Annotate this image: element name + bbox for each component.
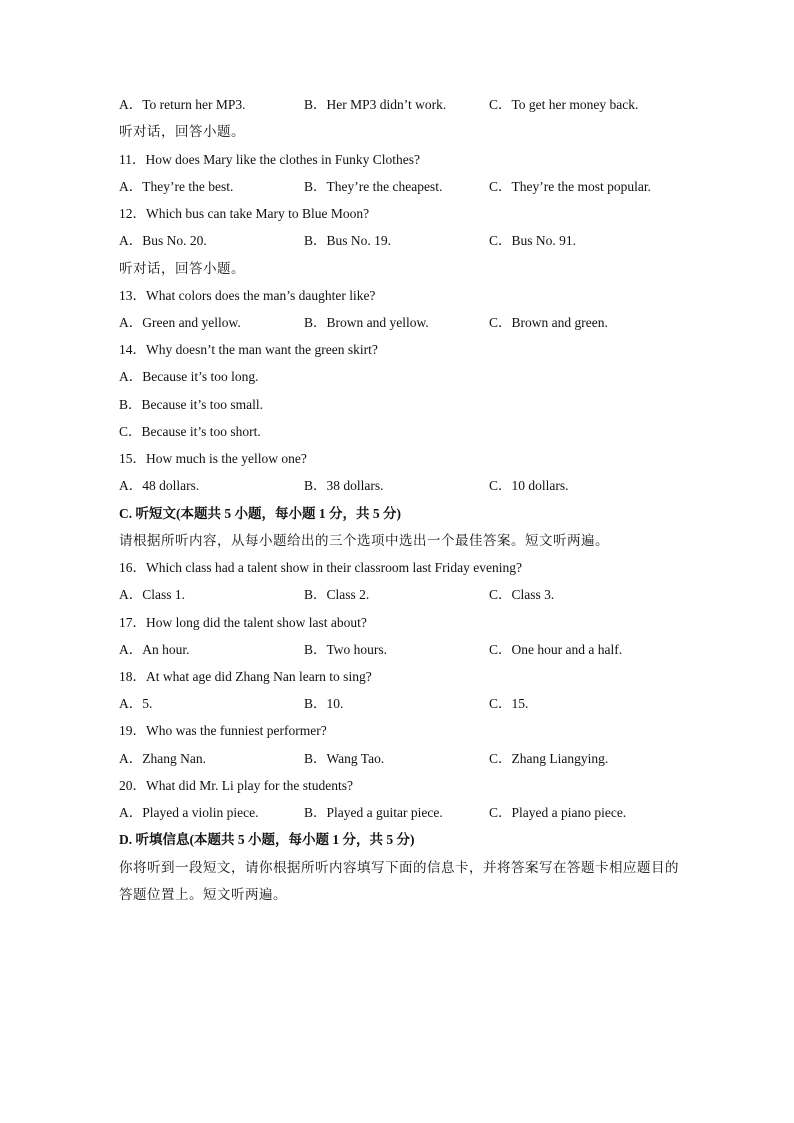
option-b: B．Class 2. bbox=[304, 587, 370, 602]
question-18: 18．At what age did Zhang Nan learn to sing? bbox=[119, 669, 372, 684]
option-b: B．They’re the cheapest. bbox=[304, 179, 443, 194]
option-b: B．Two hours. bbox=[304, 642, 388, 657]
option-c: C．Class 3. bbox=[489, 587, 555, 602]
option-b: B．10. bbox=[304, 696, 344, 711]
option-c: C．10 dollars. bbox=[489, 478, 569, 493]
option-b: B．Brown and yellow. bbox=[304, 315, 429, 330]
option-a: A．5. bbox=[119, 696, 153, 711]
question-13: 13．What colors does the man’s daughter like? bbox=[119, 288, 376, 303]
instruction-listen-dialogue: 听对话，回答小题。 bbox=[119, 124, 245, 139]
instruction-listen-dialogue: 听对话，回答小题。 bbox=[119, 261, 245, 276]
option-b: B．38 dollars. bbox=[304, 478, 384, 493]
question-20: 20．What did Mr. Li play for the students? bbox=[119, 778, 353, 793]
option-a: A．They’re the best. bbox=[119, 179, 234, 194]
question-14: 14．Why doesn’t the man want the green skirt? bbox=[119, 342, 378, 357]
option-b: B．Wang Tao. bbox=[304, 751, 385, 766]
option-a: A．Because it’s too long. bbox=[119, 369, 259, 384]
option-b: B．Because it’s too small. bbox=[119, 397, 263, 412]
option-c: C．One hour and a half. bbox=[489, 642, 623, 657]
option-c: C．To get her money back. bbox=[489, 97, 639, 112]
section-d-instruction-line2: 答题位置上。短文听两遍。 bbox=[119, 887, 287, 902]
question-17: 17．How long did the talent show last about? bbox=[119, 615, 367, 630]
option-a: A．Green and yellow. bbox=[119, 315, 241, 330]
option-c: C．Bus No. 91. bbox=[489, 233, 577, 248]
option-b: B．Bus No. 19. bbox=[304, 233, 392, 248]
question-19: 19．Who was the funniest performer? bbox=[119, 723, 327, 738]
option-c: C．Brown and green. bbox=[489, 315, 608, 330]
option-a: A．Class 1. bbox=[119, 587, 186, 602]
question-15: 15．How much is the yellow one? bbox=[119, 451, 307, 466]
section-c-heading: C. 听短文(本题共 5 小题，每小题 1 分，共 5 分) bbox=[119, 506, 401, 521]
question-11: 11．How does Mary like the clothes in Funky Clothes? bbox=[119, 152, 420, 167]
option-a: A．An hour. bbox=[119, 642, 190, 657]
option-c: C．15. bbox=[489, 696, 529, 711]
option-a: A．Played a violin piece. bbox=[119, 805, 259, 820]
question-16: 16．Which class had a talent show in their classroom last Friday evening? bbox=[119, 560, 523, 575]
option-b: B．Played a guitar piece. bbox=[304, 805, 443, 820]
option-a: A．48 dollars. bbox=[119, 478, 200, 493]
option-a: A．Bus No. 20. bbox=[119, 233, 207, 248]
option-a: A．To return her MP3. bbox=[119, 97, 246, 112]
option-b: B．Her MP3 didn’t work. bbox=[304, 97, 447, 112]
option-c: C．Because it’s too short. bbox=[119, 424, 261, 439]
section-d-heading: D. 听填信息(本题共 5 小题，每小题 1 分，共 5 分) bbox=[119, 832, 415, 847]
section-c-instruction: 请根据所听内容，从每小题给出的三个选项中选出一个最佳答案。短文听两遍。 bbox=[119, 533, 609, 548]
question-12: 12．Which bus can take Mary to Blue Moon? bbox=[119, 206, 370, 221]
section-d-instruction-line1: 你将听到一段短文，请你根据所听内容填写下面的信息卡，并将答案写在答题卡相应题目的 bbox=[119, 860, 679, 875]
option-c: C．They’re the most popular. bbox=[489, 179, 651, 194]
option-c: C．Played a piano piece. bbox=[489, 805, 627, 820]
option-a: A．Zhang Nan. bbox=[119, 751, 206, 766]
option-c: C．Zhang Liangying. bbox=[489, 751, 609, 766]
